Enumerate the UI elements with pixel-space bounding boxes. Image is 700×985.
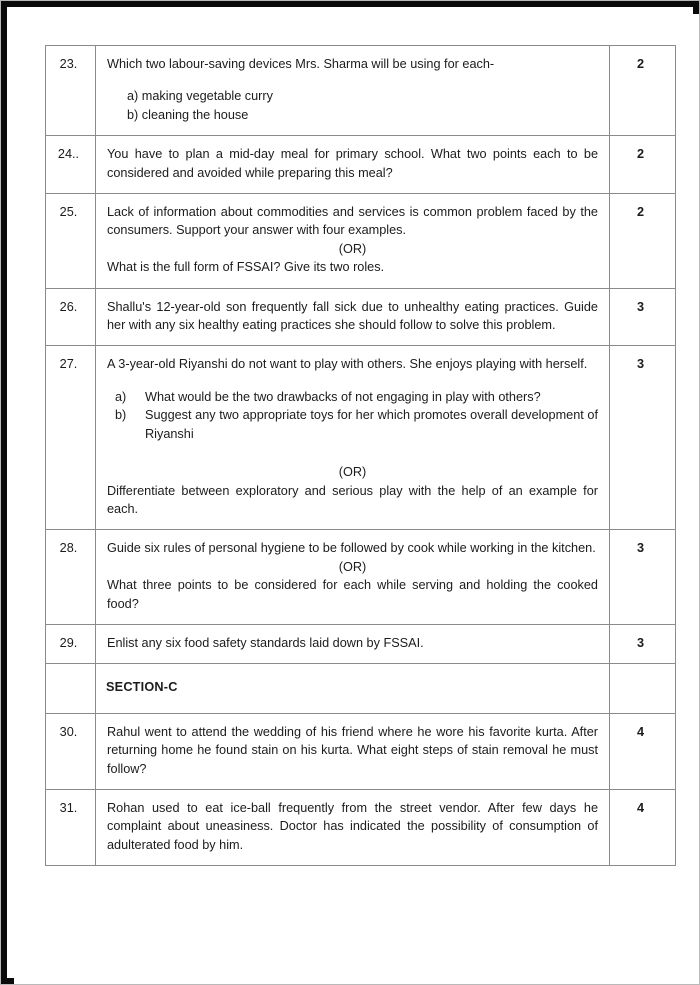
question-text-cell <box>96 194 610 289</box>
question-paragraph: Shallu's 12-year-old son frequently fall sick due to unhealthy eating practices. Guide her with any six healthy eating practices she should follow to solve this problem. <box>107 299 598 333</box>
page-surface <box>14 14 700 985</box>
question-text-cell <box>96 288 610 346</box>
vertical-spacer <box>107 443 598 463</box>
question-number: 31. <box>46 789 96 865</box>
vertical-spacer <box>107 73 598 87</box>
question-paragraph: Lack of information about commodities and services is common problem faced by the consumers. Support your answer with four examples. <box>107 205 598 238</box>
section-marks-cell <box>610 664 676 713</box>
question-paragraph: Rohan used to eat ice-ball frequently from the street vendor. After few days he complaint about uneasiness. Doctor has indicated the possibility of consumption of adulterated food by him. <box>107 800 598 852</box>
question-paragraph: Guide six rules of personal hygiene to be followed by cook while working in the kitchen. <box>107 541 596 556</box>
question-paragraph: A 3-year-old Riyanshi do not want to play with others. She enjoys playing with herself. <box>107 357 588 372</box>
question-number: 29. <box>46 624 96 663</box>
question-number: 25. <box>46 194 96 289</box>
question-number: 27. <box>46 346 96 530</box>
question-paragraph: Differentiate between exploratory and serious play with the help of an example for each. <box>107 483 598 516</box>
question-row <box>46 46 676 136</box>
sub-question-marker: b) <box>115 408 127 423</box>
question-text-cell <box>96 136 610 194</box>
question-paragraph: Which two labour-saving devices Mrs. Sharma will be using for each- <box>107 57 495 71</box>
question-paragraph: You have to plan a mid-day meal for primary school. What two points each to be considered and avoided while preparing this meal? <box>107 147 598 180</box>
question-marks: 3 <box>610 624 676 663</box>
sub-question-item <box>107 388 598 406</box>
sub-question-marker: a) <box>115 389 127 404</box>
question-marks: 4 <box>610 713 676 789</box>
question-row <box>46 713 676 789</box>
section-header-label: SECTION-C <box>106 680 178 695</box>
question-row <box>46 624 676 663</box>
or-separator: (OR) <box>338 559 367 574</box>
question-row <box>46 288 676 346</box>
question-paragraph: Enlist any six food safety standards laid down by FSSAI. <box>107 635 424 650</box>
sub-question-item: b) cleaning the house <box>127 107 249 122</box>
question-text-cell <box>96 346 610 530</box>
question-paper-table <box>45 45 676 866</box>
question-row <box>46 789 676 865</box>
sub-question-item <box>107 406 598 443</box>
question-table-body <box>46 46 676 866</box>
question-paragraph: What three points to be considered for each while serving and holding the cooked food? <box>107 578 598 611</box>
question-number: 23. <box>46 46 96 136</box>
question-number: 24.. <box>46 136 96 194</box>
question-text-cell <box>96 530 610 625</box>
question-number: 26. <box>46 288 96 346</box>
question-marks: 2 <box>610 136 676 194</box>
question-text-cell <box>96 789 610 865</box>
question-row <box>46 346 676 530</box>
question-row <box>46 194 676 289</box>
question-marks: 3 <box>610 346 676 530</box>
or-separator: (OR) <box>338 241 367 256</box>
vertical-spacer <box>107 374 598 388</box>
question-marks: 3 <box>610 288 676 346</box>
sub-question-text: Suggest any two appropriate toys for her which promotes overall development of Riyanshi <box>145 408 598 441</box>
question-marks: 2 <box>610 46 676 136</box>
question-paragraph: Rahul went to attend the wedding of his friend where he wore his favorite kurta. After returning home he found stain on his kurta. What eight steps of stain removal he must follow? <box>107 724 598 776</box>
question-row <box>46 136 676 194</box>
question-text-cell <box>96 713 610 789</box>
sub-question-item: a) making vegetable curry <box>127 89 273 104</box>
question-marks: 2 <box>610 194 676 289</box>
question-number: 28. <box>46 530 96 625</box>
section-header-cell <box>96 664 610 713</box>
section-number-cell <box>46 664 96 713</box>
question-row <box>46 530 676 625</box>
sub-question-text: What would be the two drawbacks of not engaging in play with others? <box>145 389 541 404</box>
question-marks: 4 <box>610 789 676 865</box>
question-paragraph: What is the full form of FSSAI? Give its two roles. <box>107 260 385 275</box>
question-text-cell <box>96 46 610 136</box>
section-header-row <box>46 664 676 713</box>
question-marks: 3 <box>610 530 676 625</box>
question-number: 30. <box>46 713 96 789</box>
or-separator: (OR) <box>338 465 367 480</box>
question-text-cell <box>96 624 610 663</box>
